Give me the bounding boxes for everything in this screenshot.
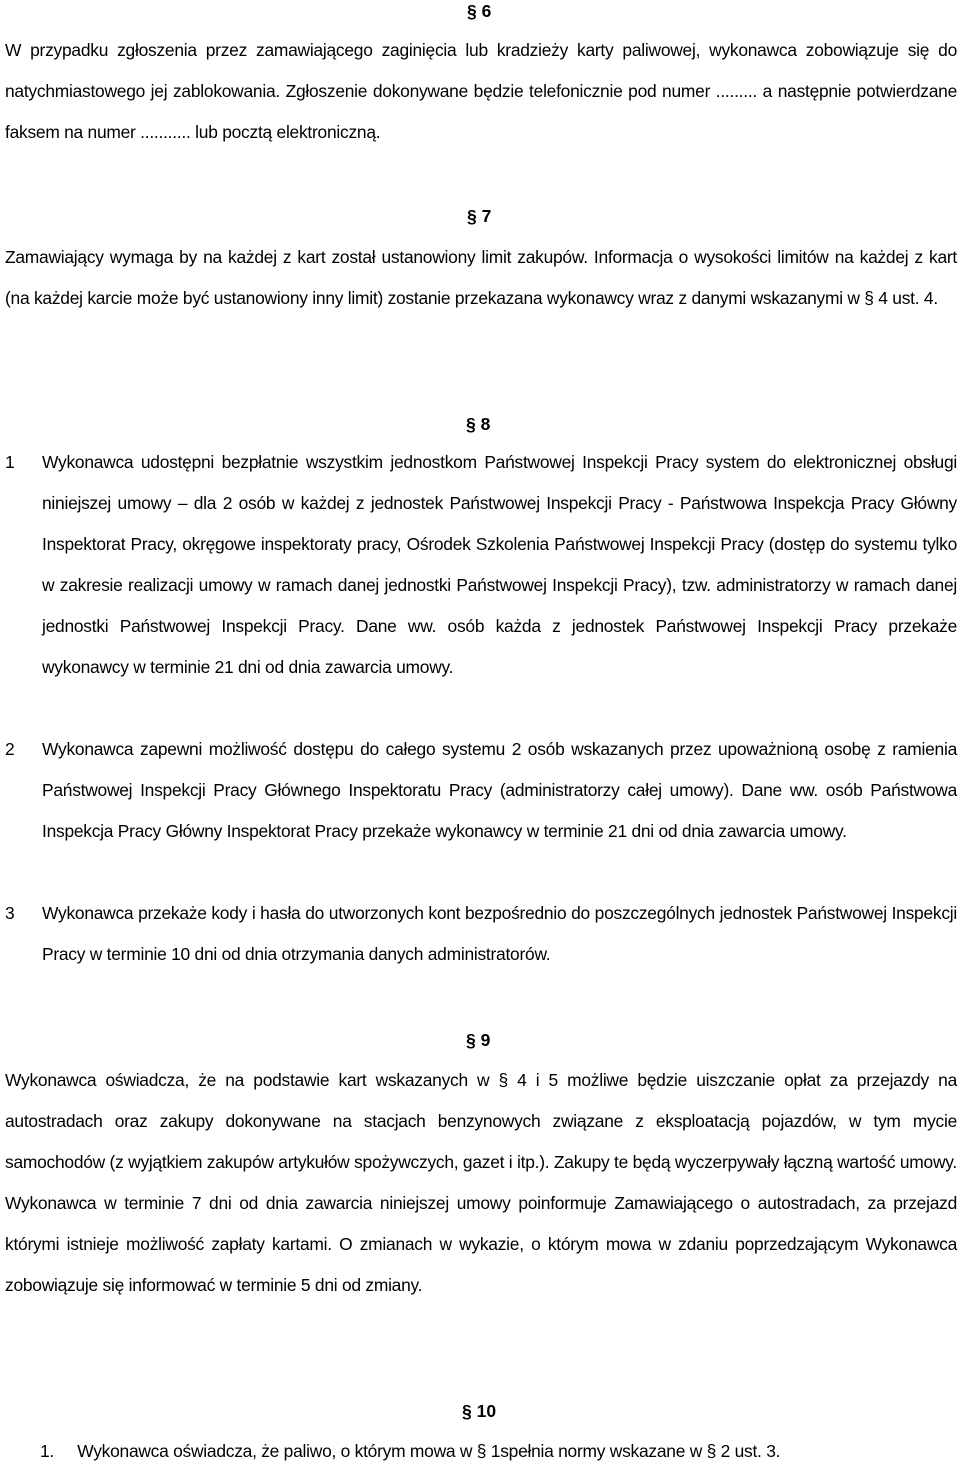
list-item-text: Wykonawca zapewni możliwość dostępu do całego systemu 2 osób wskazanych przez upoważnioną osobę z ramienia Państwowej Inspekcji Pracy Głównego Inspektoratu Pracy (administratorzy całej umowy). Dane ww. osób Państwowa Inspekcja Pracy Główny Inspektorat Pracy przekaże wykonawcy w terminie 21 dni od dnia zawarcia umowy. [42,739,957,841]
list-item-text: Wykonawca przekaże kody i hasła do utworzonych kont bezpośrednio do poszczególnych jednostek Państwowej Inspekcji Pracy w terminie 10 dni od dnia otrzymania danych administratorów. [42,903,957,964]
list-item-number: 3 [5,903,15,923]
section-8-heading: § 8 [466,414,491,434]
list-item-number: 2 [5,739,15,759]
list-item-number: 1. [40,1441,55,1461]
section-7-paragraph: Zamawiający wymaga by na każdej z kart został ustanowiony limit zakupów. Informacja o wysokości limitów na każdej z kart (na każdej karcie może być ustanowiony inny limit) zostanie przekazana wykonawcy wraz z danymi wskazanymi w § 4 ust. 4. [5,247,957,308]
list-item-text: Wykonawca oświadcza, że paliwo, o którym mowa w § 1spełnia normy wskazane w § 2 ust. 3. [77,1441,781,1461]
section-6-paragraph: W przypadku zgłoszenia przez zamawiającego zaginięcia lub kradzieży karty paliwowej, wykonawca zobowiązuje się do natychmiastowego jej zablokowania. Zgłoszenie dokonywane będzie telefonicznie pod numer ......... a następnie potwierdzane faksem na numer ........... lub pocztą elektroniczną. [5,40,957,142]
list-item-number: 1 [5,452,15,472]
section-9-heading: § 9 [466,1030,491,1050]
section-10-heading: § 10 [462,1401,497,1421]
list-item [40,1436,958,1466]
section-9-paragraph: Wykonawca oświadcza, że na podstawie kart wskazanych w § 4 i 5 możliwe będzie uiszczanie opłat za przejazdy na autostradach oraz zakupy dokonywane na stacjach benzynowych związane z eksploatacją pojazdów, w tym mycie samochodów (z wyjątkiem zakupów artykułów spożywczych, gazet i itp.). Zakupy te będą wyczerpywały łączną wartość umowy. Wykonawca w terminie 7 dni od dnia zawarcia niniejszej umowy poinformuje Zamawiającego o autostradach, za przejazd którymi istnieje możliwość zapłaty kartami. O zmianach w wykazie, o którym mowa w zdaniu poprzedzającym Wykonawca zobowiązuje się informować w terminie 5 dni od zmiany. [5,1070,957,1295]
list-item-text: Wykonawca udostępni bezpłatnie wszystkim jednostkom Państwowej Inspekcji Pracy system do elektronicznej obsługi niniejszej umowy – dla 2 osób w każdej z jednostek Państwowej Inspekcji Pracy - Państwowa Inspekcja Pracy Główny Inspektorat Pracy, okręgowe inspektoraty pracy, Ośrodek Szkolenia Państwowej Inspekcji Pracy (dostęp do systemu tylko w zakresie realizacji umowy w ramach danej jednostki Państwowej Inspekcji Pracy), tzw. administratorzy w ramach danej jednostki Państwowej Inspekcji Pracy. Dane ww. osób każda z jednostek Państwowej Inspekcji Pracy przekaże wykonawcy w terminie 21 dni od dnia zawarcia umowy. [42,452,957,677]
section-6-heading: § 6 [467,1,492,21]
section-7-heading: § 7 [467,206,492,226]
